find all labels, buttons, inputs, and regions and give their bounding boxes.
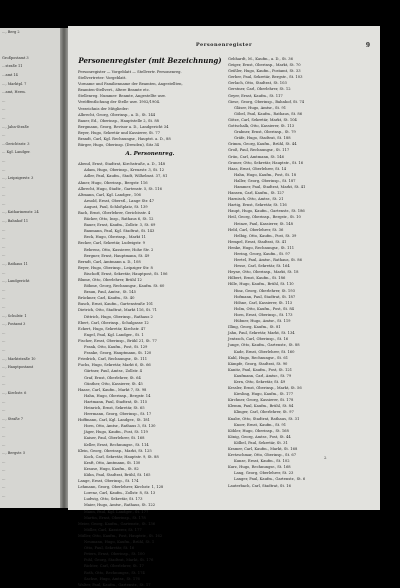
register-entry: Held, Carl, Oberlehrer, St. 36 <box>228 227 284 232</box>
register-entry: Gerlach, Otto, Stadtrat, St. 103 <box>228 81 287 86</box>
text-line: … Kgl. Landger. <box>2 150 31 155</box>
register-entry: Albrecht, Hugo, Stadtr., Gartenstr. 5, St. 116 <box>78 186 162 191</box>
register-entry: Gerstner, Carl, Oberlehrer, St. 12 <box>228 87 291 92</box>
register-entry: Giese, Georg, Oberinsp., Bahnhof, St. 74 <box>228 99 305 104</box>
register-entry: Mann, Paul, Kgl. Landger., St. 177 <box>84 509 149 514</box>
register-entry: Geyer, Ernst, Kaufm., St. 117 <box>228 93 283 98</box>
register-entry: Adam, Hugo, Oberinsp., Kreuzstr. 3, St. 12 <box>84 168 165 173</box>
text-line: …amt, Herm. <box>2 90 26 95</box>
register-entry: Kaufmann, Carl, Amtsr., St. 79 <box>234 373 292 378</box>
text-line: … <box>2 476 6 481</box>
entry-list-left <box>78 161 222 588</box>
register-entry: Junge, Otto, Kaufm., Gartenstr., St. 88 <box>228 343 300 348</box>
text-line: … <box>2 270 6 275</box>
text-line: Brandt, Carl, Kgl. Rechnungsr., Hauptst. a. D., 88 <box>78 137 171 142</box>
register-entry: Maier, Hugo, Amtsr., Rathaus, St. 122 <box>84 503 156 508</box>
register-entry: Hoffmann, Carl, Kgl. Landger., St. 181 <box>78 418 150 423</box>
text-line: …, Leipzigerstr. 3 <box>2 176 34 181</box>
text-line: Vorname und Familienname der Beamten, Angestellten, <box>78 82 183 87</box>
text-line: … <box>2 433 6 438</box>
register-entry: Haas, Ernst, Oberlehrer, St. 14 <box>228 166 287 171</box>
register-entry: Adler, Paul, Kaufm., Stadt, Wilhelmst. 37, 81 <box>84 174 168 179</box>
register-entry: Otto, Paul, Sekretär, St. 16 <box>84 546 135 551</box>
text-line: Bürger, Hugo, Oberinsp. (Dresden), Sitz 34 <box>78 143 160 148</box>
entry-list-right <box>228 56 372 489</box>
register-entry: Illing, Georg, Kaufm., St. 81 <box>228 325 281 330</box>
text-line: …, Bergstr. 5 <box>2 451 26 456</box>
register-entry: Hartig, Ernst, Sekretär, St. 116 <box>228 203 287 208</box>
register-entry: Kessler, Ernst, Oberinsp., Markt, St. 56 <box>228 386 302 391</box>
register-entry: Göbel, Paul, Kaufm., Rathaus, St. 86 <box>234 111 303 116</box>
book-gutter <box>60 28 68 508</box>
text-line: …, Straße 7 <box>2 416 24 421</box>
register-entry: Kraft, Otto, Amtmann, St. 130 <box>84 460 141 465</box>
register-entry: Haupt, Hugo, Kaufm., Gartenstr., St. 186 <box>228 209 305 214</box>
text-line: … <box>2 133 6 138</box>
register-entry: Heyne, Otto, Oberinsp., Markt, St. 18 <box>228 270 299 275</box>
text-line: Stellvertreter: Vorgeblatt. <box>78 76 127 81</box>
register-entry: Gebhardt, M., Kaufm., a. D., St. 36 <box>228 57 293 61</box>
text-line: … <box>2 253 6 258</box>
register-entry: Lehmann, Georg, Oberlehrer, Kirchstr. 1, 128 <box>78 485 164 490</box>
text-line: …, Postamt 3 <box>2 322 26 327</box>
register-entry: Gerber, Paul, Sekretär, Bergstr., St. 103 <box>228 75 303 80</box>
register-entry: Kiesling, Hugo, Kaufm., St. 177 <box>234 392 294 397</box>
register-entry: Kanitz, Paul, Kaufm., Post, St. 121 <box>228 367 293 372</box>
text-line: … <box>2 425 6 430</box>
register-entry: Geiger, Ernst, Oberinsp., Markt, St. 70 <box>228 63 301 68</box>
text-line: … <box>2 305 6 309</box>
text-line: …, Berg 2 <box>2 30 20 34</box>
register-entry: Köhler, Hugo, Oberinsp., St. 168 <box>228 428 289 433</box>
section-heading: Personenregister (mit Bezeichnung) <box>78 56 222 65</box>
register-entry: Günther, Otto, Kassierer, St. 45 <box>84 381 143 386</box>
register-entry: Hertel, Paul, Amtsr., Rathaus, St. 86 <box>234 258 302 263</box>
text-line: …, Marktstraße 10 <box>2 356 36 361</box>
text-line: … <box>2 347 6 352</box>
register-entry: Eckert, Hugo, Sekretär, Kirchstr. 47 <box>78 326 146 331</box>
register-entry: Braun, Paul, Amtsr., St. 145 <box>84 290 136 295</box>
text-line: … <box>2 98 6 103</box>
text-line: …, Rathaus 11 <box>2 262 28 267</box>
text-line: …amt 14 <box>2 72 18 77</box>
text-line: … <box>2 330 6 335</box>
register-entry: Kühn, Paul, Stadtrat, Brühl, St. 165 <box>84 473 151 477</box>
register-entry: Kretzschmar, Otto, Oberinsp., St. 67 <box>228 453 297 458</box>
column-right <box>228 56 372 489</box>
register-entry: Krause, Hugo, Kaufm., St. 82 <box>84 466 139 471</box>
register-entry: Friedrich, Carl, Rechnungsr., St. 111 <box>78 357 148 362</box>
register-entry: Henke, Hugo, Rechnungsr., St. 111 <box>228 245 295 250</box>
register-entry: Horn, Ernst, Oberinsp., St. 173 <box>234 312 293 317</box>
register-entry: Hansen, Carl, Kaufm., St. 127 <box>228 191 284 196</box>
register-entry: Grabner, Ernst, Oberinsp., St. 79 <box>234 130 296 135</box>
register-entry: Berndt, Carl, Amtmann a. D., 108 <box>78 259 141 264</box>
register-entry: Kade, Ernst, Oberlehrer, St. 160 <box>234 349 295 354</box>
register-entry: Hering, Georg, Kaufm., St. 97 <box>234 252 290 256</box>
text-line: …, Schulstr. 1 <box>2 313 27 318</box>
register-entry: Geißler, Hugo, Kaufm., Postamt, St. 33 <box>228 69 301 74</box>
register-entry: Hilbert, Ernst, Kaufm., St. 186 <box>228 276 286 281</box>
text-line: Personregister — Vorgeblatt — Stellvertr. Personenreg. <box>78 70 182 74</box>
register-entry: Kölbel, Paul, Sekretär, St. 31 <box>234 440 288 445</box>
register-entry: Lang, Georg, Oberlehrer, St. 23 <box>234 471 294 476</box>
register-entry: Arnold, Ernst, Oberstl., Lange Str. 47 <box>84 198 154 203</box>
text-line: Verzeichnis der Mitglieder: <box>78 106 129 111</box>
register-entry: Groß, Paul, Rechnungsr., St. 117 <box>228 148 290 153</box>
text-line: Stellenreg. Nummer: Beamte, Angestellte usw. <box>78 94 166 99</box>
register-entry: Hesse, Carl, Sekretär, St. 164 <box>234 264 290 269</box>
register-entry: Gottschalk, Otto, Kassierer, St. 113 <box>228 124 295 129</box>
register-entry: Heinze, Paul, Kassierer, St. 148 <box>234 221 293 226</box>
register-entry: Heinrich, Ernst, Sekretär, St. 65 <box>84 405 145 410</box>
register-entry: Gärtner, Paul, Amtsr., Zollstr. 4 <box>84 369 143 374</box>
register-entry: Kramer, Carl, Kaufm., Markt, St. 168 <box>228 447 298 451</box>
register-entry: Jäger, Hugo, Kaufm., Post, St. 119 <box>84 430 148 435</box>
register-entry: Dittrich, Hugo, Oberinsp., Rathaus 2 <box>84 314 153 319</box>
left-page-text <box>2 28 58 501</box>
register-entry: Kurz, Hugo, Rechnungsr., St. 168 <box>228 465 291 470</box>
register-entry: Neumann, Hugo, Kaufm., Brühl, St. 1 <box>84 540 155 545</box>
text-line: … <box>2 236 6 241</box>
text-line: … <box>2 459 6 464</box>
register-entry: Beyer, Hugo, Oberinsp., Leipziger Str. 8 <box>78 265 153 270</box>
text-line: … <box>2 107 6 112</box>
register-entry: Blume, Otto, Oberlehrer, Brühl 12 <box>78 278 142 282</box>
text-line: … <box>2 167 6 172</box>
register-entry: Gläser, Hugo, Amtsr., St. 91 <box>234 105 287 110</box>
text-line: … <box>2 296 6 301</box>
register-entry: Knorr, Ernst, Kaufm., St. 91 <box>234 422 287 427</box>
text-line: Großpostamt 3 <box>2 55 29 60</box>
text-line: Bauer, Ed., Oberinsp., Hauptstelle 2, St. 88 <box>78 118 160 123</box>
register-entry: Klemm, Paul, Kaufm., Brühl, St. 84 <box>228 404 294 409</box>
text-line: … <box>2 399 6 404</box>
register-entry: Heil, Georg, Oberinsp., Bergstr., St. 10 <box>228 215 301 220</box>
register-entry: Lange, Ernst, Oberinsp., St. 174 <box>78 479 139 484</box>
column-left <box>78 56 222 588</box>
text-line: … <box>2 115 6 120</box>
register-entry: Peters, Ernst, Oberinsp., St. 100 <box>84 552 145 557</box>
text-line: … <box>2 184 6 189</box>
register-entry: Klein, Georg, Oberinsp., Markt, St. 125 <box>78 448 152 453</box>
register-entry: Koch, Carl, Sekretär, Hauptstr. 9, St. 88 <box>84 454 159 459</box>
text-line: … <box>2 468 6 473</box>
register-entry: Kämpfe, Georg, Stadtrat, St. 90 <box>228 361 288 366</box>
register-entry: Hofmann, Paul, Stadtrat, St. 187 <box>234 294 296 299</box>
register-entry: Brückner, Carl, Kaufm., St. 40 <box>78 296 135 301</box>
text-line: … <box>2 287 6 292</box>
register-entry: Sachse, Hugo, Amtsr., St. 176 <box>84 576 140 581</box>
register-entry: Klinger, Carl, Oberlehrer, St. 97 <box>234 410 294 415</box>
register-entry: Ahner, Hugo, Oberinsp., Bergstr. 116 <box>78 180 148 185</box>
text-line: …, Hauptpostamt <box>2 365 34 370</box>
register-entry: Grimm, Georg, Kaufm., Brühl, St. 44 <box>228 142 297 147</box>
register-entry: Gräfe, Hugo, Stadtrat, St. 188 <box>234 136 291 141</box>
register-entry: Haller, Georg, Oberinsp., St. 187 <box>234 178 296 183</box>
text-line: … <box>2 382 6 387</box>
register-entry: Beck, Hugo, Oberinsp., Markt 11 <box>84 235 147 240</box>
text-line: …, Bahnhof 11 <box>2 219 29 224</box>
register-entry: Götze, Carl, Sekretär, Markt, St. 104 <box>228 117 297 122</box>
register-entry: Pohl, Georg, Stadtrat, Markt, St. 176 <box>84 558 154 563</box>
right-page <box>68 26 380 587</box>
register-entry: Fischer, Ernst, Oberinsp., Brühl 21, St. 77 <box>78 338 157 343</box>
register-entry: Bäcker, Otto, Insp., Rathaus 6, St. 12 <box>84 217 154 222</box>
register-entry: Bischoff, Ernst, Sekretär, Hauptpost, St. 106 <box>84 271 168 276</box>
text-line: … <box>2 201 6 206</box>
register-entry: Frank, Otto, Kaufm., Post, St. 129 <box>84 345 148 350</box>
register-entry: Lauterbach, Carl, Stadtrat, St. 16 <box>228 483 291 488</box>
text-line: … <box>2 193 6 198</box>
subsection-heading: A. Personenreg. <box>125 151 175 158</box>
register-entry: Kaiser, Paul, Oberlehrer, St. 168 <box>84 436 145 441</box>
register-entry: Bauer, Ernst, Kaufm., Zollstr. 3, St. 69 <box>84 223 156 228</box>
register-entry: Bach, Ernst, Oberlehrer, Gerichtsstr. 4 <box>78 210 151 215</box>
register-entry: Martin, Ernst, Oberinsp., St. 178 <box>84 515 146 520</box>
text-line: Bergmann, Georg, Revisor a. D., Landgericht 34 <box>78 124 169 129</box>
register-entry: Hübner, Hugo, Amtsr., St. 119 <box>234 319 291 324</box>
register-entry: Fuchs, Hugo, Sekretär, Markt 6, St. 66 <box>78 363 151 368</box>
register-entry: Hammer, Paul, Stadtrat, Markt, St. 41 <box>234 184 306 189</box>
register-entry: Hartmann, Paul, Stadtrat, St. 115 <box>84 399 148 404</box>
text-line: … <box>2 339 6 344</box>
register-entry: Grün, Carl, Amtmann, St. 146 <box>228 154 284 159</box>
register-entry: Engel, Paul, Kgl. Landger., St. 1 <box>84 332 144 337</box>
register-entry: Gruner, Otto, Sekretär, Hauptstr., St. 16 <box>228 160 304 165</box>
register-entry: Becker, Carl, Sekretär, Ludwigstr. 9 <box>78 241 145 246</box>
register-entry: Dietrich, Otto, Stadtrat, Markt 116, St. 71 <box>78 308 157 313</box>
register-entry: Horn, Otto, Amtsr., Rathaus 3, St. 130 <box>84 424 156 429</box>
text-line <box>2 45 58 54</box>
text-line <box>2 37 58 46</box>
register-entry: Hinz, Georg, Oberlehrer, St. 193 <box>234 288 295 293</box>
text-line: Veröffentlichung der Stelle usw. 1902/1904. <box>78 100 161 105</box>
register-entry: Helbig, Otto, Kaufm., Post, St. 39 <box>234 233 297 238</box>
register-entry: Holm, Otto, Kaufm., Post, St. 84 <box>234 306 295 311</box>
register-entry: Hahn, Hugo, Oberinsp., Bergstr. 14 <box>84 393 151 398</box>
register-entry: Herrmann, Georg, Oberinsp., St. 17 <box>84 412 152 417</box>
footer-mark: 2 <box>324 455 327 460</box>
register-entry: Roth, Otto, Rechnungsr., St. 174 <box>84 570 145 575</box>
text-line: Beamten-Stellvert., ältere Beamte etc. <box>78 88 150 93</box>
register-entry: Möller, Carl, Kassierer, St. 177 <box>84 527 142 532</box>
text-line: … <box>2 373 6 378</box>
register-entry: Harnisch, Otto, Amtsr., St. 21 <box>228 197 284 202</box>
text-line: …, Landgericht <box>2 279 30 284</box>
register-entry: August, Paul, Schloßplatz, St. 139 <box>84 204 148 209</box>
text-line: …straße 11 <box>2 64 23 69</box>
text-line: …Gerichtsstr. 3 <box>2 141 30 146</box>
register-entry: Jentzsch, Carl, Oberinsp., St. 16 <box>228 337 289 342</box>
register-entry: Abend, Ernst, Stadtrat, Kirchstraße, a. D., 148 <box>78 162 166 167</box>
text-line: … <box>2 158 6 163</box>
text-line: Albrecht, Georg, Oberinsp., a. D., St. 144 <box>78 112 156 117</box>
register-entry: Böhme, Georg, Rechnungsr., Kaufm. St. 60 <box>84 284 165 289</box>
register-entry: Kunze, Ernst, Kaufm., St. 102 <box>234 459 290 464</box>
text-line: …, Marktpl. 7 <box>2 81 27 86</box>
register-entry: Richter, Carl, Oberlehrer, St. 17 <box>84 564 144 569</box>
register-entry: Müller, Otto, Kaufm., Post, Hauptstr., St. 162 <box>78 533 163 538</box>
text-line: …, Kirchstr. 6 <box>2 390 27 395</box>
text-line: …, Jahn-Straße <box>2 124 29 129</box>
register-entry: Meier, Georg, Kaufm., Gartenstr., St. 136 <box>78 521 156 526</box>
preamble-block <box>78 69 222 148</box>
page-number: 9 <box>365 42 370 49</box>
register-entry: Baumann, Paul, Kgl. Stadtrat, St. 143 <box>84 229 155 234</box>
register-entry: Ludwig, Otto, Sekretär, St. 173 <box>84 497 143 502</box>
running-title: Personenregister <box>195 42 253 48</box>
register-entry: Langer, Paul, Kaufm., Gartenstr., St. 6 <box>234 477 306 482</box>
register-entry: Jahn, Paul, Sekretär, Markt, St. 134 <box>228 331 295 336</box>
register-entry: Graf, Ernst, Oberlehrer, St. 64 <box>84 375 141 380</box>
register-entry: Franke, Georg, Hauptmann, St. 120 <box>84 351 152 356</box>
register-entry: Hille, Hugo, Kaufm., Brühl, St. 110 <box>228 282 294 287</box>
register-entry: Hahn, Hugo, Kaufm., Post, St. 18 <box>234 172 297 177</box>
register-entry: Behrens, Otto, Kassierer, Hohe Str. 2 <box>84 247 154 252</box>
register-entry: Kirchner, Georg, Kassierer, St. 178 <box>228 398 294 403</box>
register-entry: Altmann, Carl, Kgl. Landger., 106 <box>78 192 141 197</box>
text-line: … <box>2 227 6 232</box>
text-line: …, Katharinenstr. 24 <box>2 210 39 215</box>
register-entry: Hempel, Ernst, Stadtrat, St. 41 <box>228 239 287 244</box>
register-entry: Busch, Ernst, Kaufm., Gartenstraße 101 <box>78 302 154 307</box>
text-line: Beyer, Hugo, Sekretär und Kassierer, St. 77 <box>78 130 160 135</box>
left-page <box>0 28 60 508</box>
register-entry: Knabe, Otto, Stadtrat, Rathaus, St. 31 <box>228 416 300 421</box>
register-entry: Kern, Otto, Sekretär, St. 49 <box>234 379 286 384</box>
register-entry: Höhne, Carl, Kassierer, St. 113 <box>234 300 293 305</box>
register-entry: König, Georg, Amtsr., Post, St. 44 <box>228 434 291 439</box>
text-line: … <box>2 485 6 490</box>
text-line: … <box>2 442 6 447</box>
register-entry: Kahl, Hugo, Rechnungsr., St. 61 <box>228 355 289 360</box>
register-entry: Haase, Carl, Kaufm., Markt 7, St. 98 <box>78 387 147 392</box>
text-line: … <box>2 408 6 413</box>
register-entry: Lorenz, Carl, Kaufm., Zollstr. 8, St. 13 <box>84 491 156 496</box>
register-entry: Walter, Paul, Kaufm., Gartenstr., St. 17 <box>78 582 151 587</box>
text-line: … <box>2 244 6 249</box>
register-entry: Keller, Ernst, Rechnungsr., St. 114 <box>84 442 149 447</box>
register-entry: Ebert, Carl, Oberinsp., Schulgasse 12 <box>78 320 149 325</box>
running-header <box>68 42 380 50</box>
text-line: … <box>2 494 6 499</box>
register-entry: Bergner, Ernst, Hauptmann, St. 49 <box>84 253 150 258</box>
